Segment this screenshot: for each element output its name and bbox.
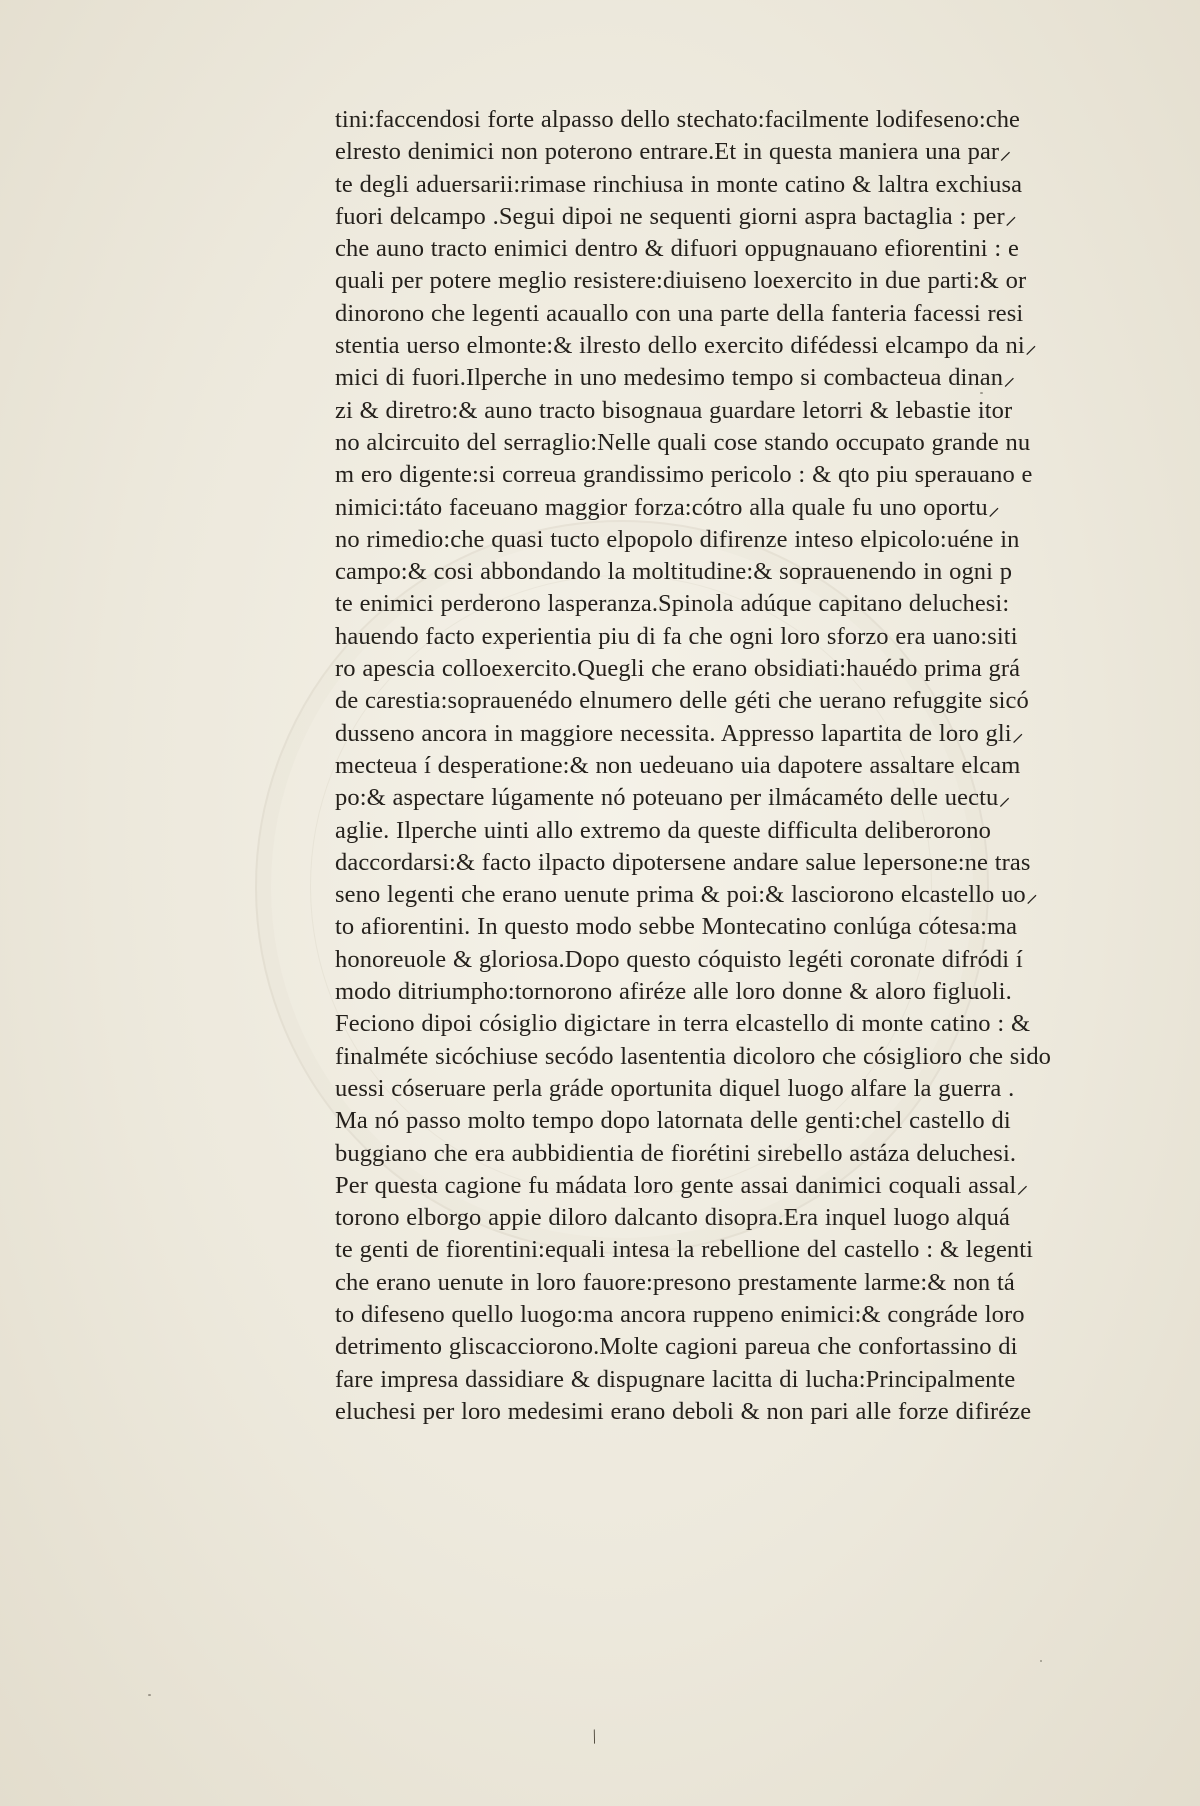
text-line: no alcircuito del serraglio:Nelle quali cose stando occupato grande nu — [335, 428, 1031, 456]
text-line: che erano uenute in loro fauore:presono prestamente larme:& non tá — [335, 1268, 1015, 1296]
text-line: te degli aduersarii:rimase rinchiusa in monte catino & laltra exchiusa — [335, 170, 1023, 198]
text-line: stentia uerso elmonte:& ilresto dello exercito difédessi elcampo da ni⸝ — [335, 332, 1038, 360]
text-line: seno legenti che erano uenute prima & poi:& lasciorono elcastello uo⸝ — [335, 881, 1039, 909]
text-line: Ma nó passo molto tempo dopo latornata delle genti:chel castello di — [335, 1107, 1011, 1135]
text-line: honoreuole & gloriosa.Dopo questo cóquisto legéti coronate difródi í — [335, 945, 1023, 973]
text-line: Feciono dipoi cósiglio digictare in terra elcastello di monte catino : & — [335, 1010, 1031, 1038]
text-line: campo:& cosi abbondando la moltitudine:& soprauenendo in ogni p — [335, 558, 1013, 586]
text-line: modo ditriumpho:tornorono afiréze alle loro donne & aloro figluoli. — [335, 978, 1012, 1006]
text-line: mecteua í desperatione:& non uedeuano uia dapotere assaltare elcam — [335, 751, 1021, 779]
text-line: de carestia:soprauenédo elnumero delle géti che uerano refuggite sicó — [335, 687, 1029, 715]
text-line: po:& aspectare lúgamente nó poteuano per ilmácaméto delle uectu⸝ — [335, 784, 1011, 812]
text-line: dusseno ancora in maggiore necessita. Appresso lapartita de loro gli⸝ — [335, 719, 1025, 747]
text-line: eluchesi per loro medesimi erano deboli & non pari alle forze difiréze — [335, 1397, 1032, 1425]
body-text — [335, 104, 1115, 1428]
paper-speck — [1040, 1660, 1042, 1662]
text-line: daccordarsi:& facto ilpacto dipotersene andare salue lepersone:ne tras — [335, 848, 1031, 876]
text-line: elresto denimici non poterono entrare.Et in questa maniera una par⸝ — [335, 138, 1012, 166]
text-line: nimici:táto faceuano maggior forza:cótro alla quale fu uno oportu⸝ — [335, 493, 1001, 521]
text-line: uessi cóseruare perla gráde oportunita diquel luogo alfare la guerra . — [335, 1074, 1015, 1102]
text-line: dinorono che legenti acauallo con una parte della fanteria facessi resi — [335, 299, 1024, 327]
footer-mark: / — [588, 1725, 601, 1749]
text-line: mici di fuori.Ilperche in uno medesimo tempo si combacteua dinan⸝ — [335, 364, 1016, 392]
text-line: torono elborgo appie diloro dalcanto disopra.Era inquel luogo alquá — [335, 1204, 1010, 1232]
text-line: hauendo facto experientia piu di fa che ogni loro sforzo era uano:siti — [335, 622, 1018, 650]
text-line: detrimento gliscacciorono.Molte cagioni pareua che confortassino di — [335, 1333, 1018, 1361]
text-line: Per questa cagione fu mádata loro gente assai danimici coquali assal⸝ — [335, 1171, 1029, 1199]
text-line: fare impresa dassidiare & dispugnare lacitta di lucha:Principalmente — [335, 1365, 1016, 1393]
text-line: tini:faccendosi forte alpasso dello stechato:facilmente lodifeseno:che — [335, 106, 1021, 133]
text-line: che auno tracto enimici dentro & difuori oppugnauano efiorentini : e — [335, 235, 1019, 263]
text-line: ro apescia colloexercito.Quegli che erano obsidiati:hauédo prima grá — [335, 655, 1021, 683]
text-line: fuori delcampo .Segui dipoi ne sequenti giorni aspra bactaglia : per⸝ — [335, 202, 1018, 230]
text-line: te enimici perderono lasperanza.Spinola adúque capitano deluchesi: — [335, 590, 1010, 618]
text-line: zi & diretro:& auno tracto bisognaua guardare letorri & lebastie itor — [335, 396, 1013, 424]
text-line: buggiano che era aubbidientia de fiorétini sirebello astáza deluchesi. — [335, 1139, 1017, 1167]
text-line: aglie. Ilperche uinti allo extremo da queste difficulta deliberorono — [335, 816, 991, 844]
paper-speck — [148, 1694, 151, 1696]
paper-speck — [980, 392, 983, 394]
text-line: to difeseno quello luogo:ma ancora ruppeno enimici:& congráde loro — [335, 1300, 1025, 1328]
text-line: m ero digente:si correua grandissimo pericolo : & qto piu sperauano e — [335, 461, 1033, 489]
text-line: to afiorentini. In questo modo sebbe Montecatino conlúga cótesa:ma — [335, 913, 1018, 941]
text-line: quali per potere meglio resistere:diuiseno loexercito in due parti:& or — [335, 267, 1027, 295]
text-line: finalméte sicóchiuse secódo lasententia dicoloro che cósiglioro che sido — [335, 1042, 1052, 1070]
text-line: no rimedio:che quasi tucto elpopolo difirenze inteso elpicolo:uéne in — [335, 525, 1020, 553]
text-line: te genti de fiorentini:equali intesa la rebellione del castello : & legenti — [335, 1236, 1034, 1264]
